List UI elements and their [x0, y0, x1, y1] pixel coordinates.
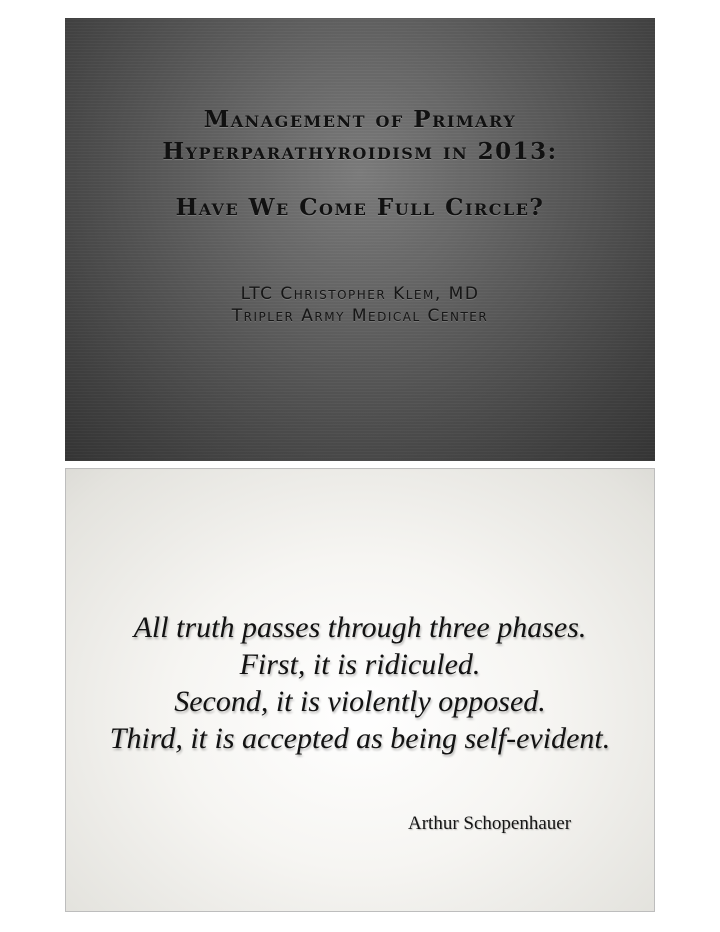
- slide-title-line-1: Management of Primary: [203, 106, 517, 133]
- quote-line-4: Third, it is accepted as being self-evident.: [109, 722, 611, 755]
- quote-line-1: All truth passes through three phases.: [133, 611, 587, 644]
- presenter-name: LTC Christopher Klem, MD: [240, 284, 480, 304]
- quote-line-3: Second, it is violently opposed.: [174, 685, 546, 718]
- slide-title-line-2: Hyperparathyroidism in 2013:: [162, 138, 558, 165]
- presenter-affiliation: Tripler Army Medical Center: [231, 306, 489, 326]
- quote-block: [66, 609, 654, 757]
- slide-subtitle: Have We Come Full Circle?: [175, 194, 545, 221]
- quote-slide: [65, 468, 655, 912]
- quote-line-2: First, it is ridiculed.: [239, 648, 481, 681]
- title-slide: [65, 18, 655, 461]
- quote-attribution: Arthur Schopenhauer: [408, 813, 572, 834]
